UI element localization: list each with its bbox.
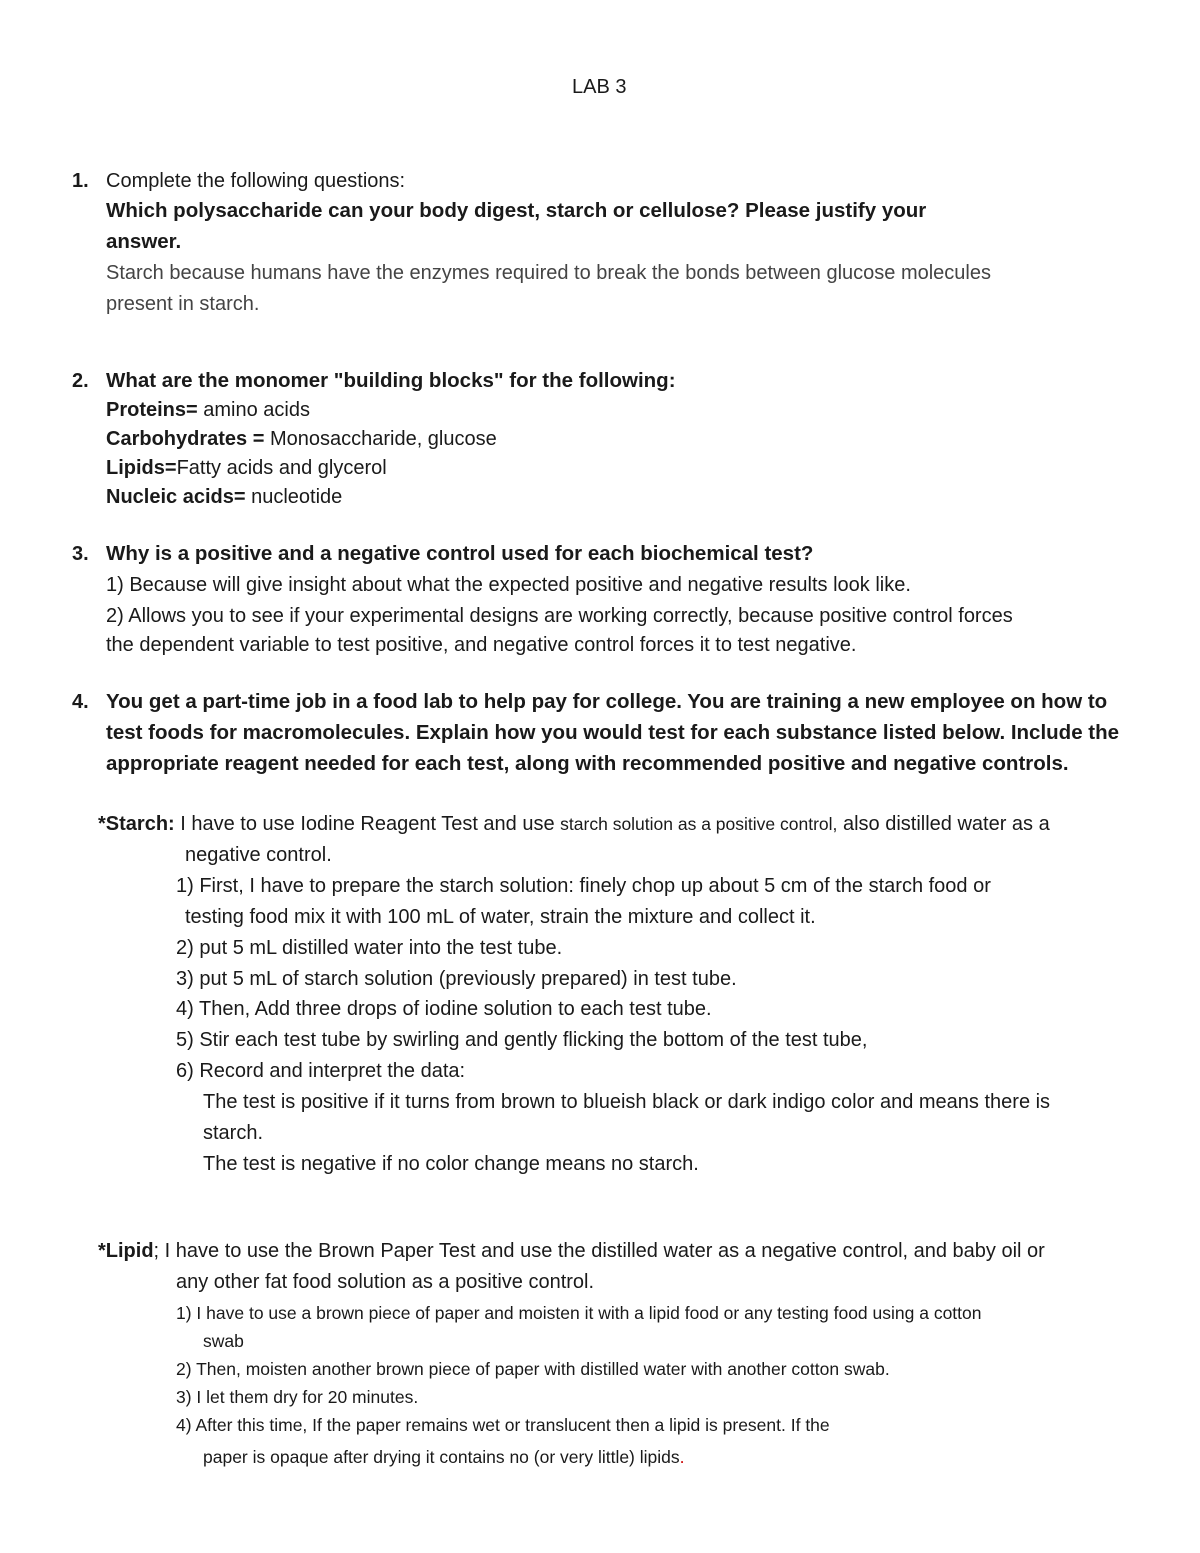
starch-step: 3) put 5 mL of starch solution (previously prepared) in test tube.	[176, 968, 737, 990]
q2-item-label: Nucleic acids=	[106, 486, 246, 508]
q3-answer-line-2: 2) Allows you to see if your experimental designs are working correctly, because positive control forces	[106, 605, 1013, 627]
starch-step: 2) put 5 mL distilled water into the test tube.	[176, 937, 563, 959]
q2-item-carbohydrates	[106, 426, 497, 452]
q4-question-line-2: test foods for macromolecules. Explain how you would test for each substance listed below. Include the	[106, 721, 1120, 744]
lipid-step: swab	[203, 1331, 244, 1351]
q2-item-value: Fatty acids and glycerol	[176, 457, 387, 479]
lipid-intro-text: ; I have to use the Brown Paper Test and use the distilled water as a negative control, and baby oil or	[153, 1240, 1045, 1262]
starch-step: 1) First, I have to prepare the starch solution: finely chop up about 5 cm of the starch food or	[176, 875, 991, 897]
q1-answer-line-1: Starch because humans have the enzymes required to break the bonds between glucose molecules	[106, 262, 991, 284]
starch-result: The test is negative if no color change means no starch.	[203, 1153, 699, 1175]
q2-number: 2.	[72, 370, 89, 392]
q3-question: Why is a positive and a negative control used for each biochemical test?	[106, 542, 814, 565]
q2-item-label: Lipids=	[106, 457, 177, 479]
q1-question-line-1: Which polysaccharide can your body digest, starch or cellulose? Please justify your	[106, 199, 927, 222]
starch-intro-negative-control: also distilled water as a	[837, 813, 1050, 835]
starch-intro-line-2: negative control.	[185, 844, 332, 866]
q4-question-line-3: appropriate reagent needed for each test, along with recommended positive and negative controls.	[106, 752, 1069, 775]
q2-item-label: Proteins=	[106, 399, 198, 421]
starch-step: 6) Record and interpret the data:	[176, 1060, 466, 1082]
lipid-step-period: .	[679, 1447, 685, 1467]
q2-item-lipids	[106, 455, 387, 481]
q3-answer-line-1: 1) Because will give insight about what the expected positive and negative results look like.	[106, 574, 911, 596]
starch-intro-text: I have to use Iodine Reagent Test and use	[174, 813, 561, 835]
starch-step: 5) Stir each test tube by swirling and gently flicking the bottom of the test tube,	[176, 1029, 868, 1051]
starch-intro-positive-control: starch solution as a positive control,	[560, 814, 838, 834]
lipid-step: 4) After this time, If the paper remains wet or translucent then a lipid is present. If the	[176, 1415, 830, 1435]
lipid-step-text: paper is opaque after drying it contains no (or very little) lipids	[203, 1447, 680, 1467]
q2-item-proteins	[106, 397, 310, 423]
q2-item-value: Monosaccharide, glucose	[264, 428, 497, 450]
q1-number: 1.	[72, 170, 89, 192]
starch-step: testing food mix it with 100 mL of water, strain the mixture and collect it.	[185, 906, 816, 928]
q2-item-value: amino acids	[197, 399, 310, 421]
q2-item-nucleic-acids	[106, 484, 342, 510]
starch-step: 4) Then, Add three drops of iodine solution to each test tube.	[176, 998, 712, 1020]
starch-intro-line-1	[98, 811, 1050, 837]
q2-item-value: nucleotide	[245, 486, 343, 508]
starch-result: starch.	[203, 1122, 264, 1144]
page-title: LAB 3	[572, 76, 627, 98]
lipid-intro-line-1	[98, 1238, 1045, 1264]
q1-answer-line-2: present in starch.	[106, 293, 260, 315]
lipid-label: *Lipid	[98, 1240, 154, 1262]
lipid-step: 3) I let them dry for 20 minutes.	[176, 1387, 419, 1407]
lipid-step: 2) Then, moisten another brown piece of paper with distilled water with another cotton swab.	[176, 1359, 890, 1379]
q1-question-line-2: answer.	[106, 230, 182, 253]
lipid-intro-line-2: any other fat food solution as a positive control.	[176, 1271, 595, 1293]
q3-answer-line-3: the dependent variable to test positive, and negative control forces it to test negative.	[106, 634, 857, 656]
q3-number: 3.	[72, 543, 89, 565]
q2-question: What are the monomer "building blocks" for the following:	[106, 369, 676, 392]
q4-number: 4.	[72, 691, 89, 713]
lipid-step	[203, 1444, 685, 1470]
q2-item-label: Carbohydrates =	[106, 428, 265, 450]
lipid-step: 1) I have to use a brown piece of paper and moisten it with a lipid food or any testing food using a cotton	[176, 1303, 982, 1323]
starch-label: *Starch:	[98, 813, 175, 835]
q4-question-line-1: You get a part-time job in a food lab to help pay for college. You are training a new employee on how to	[106, 690, 1108, 713]
starch-result: The test is positive if it turns from brown to blueish black or dark indigo color and means there is	[203, 1091, 1051, 1113]
q1-intro: Complete the following questions:	[106, 170, 406, 192]
